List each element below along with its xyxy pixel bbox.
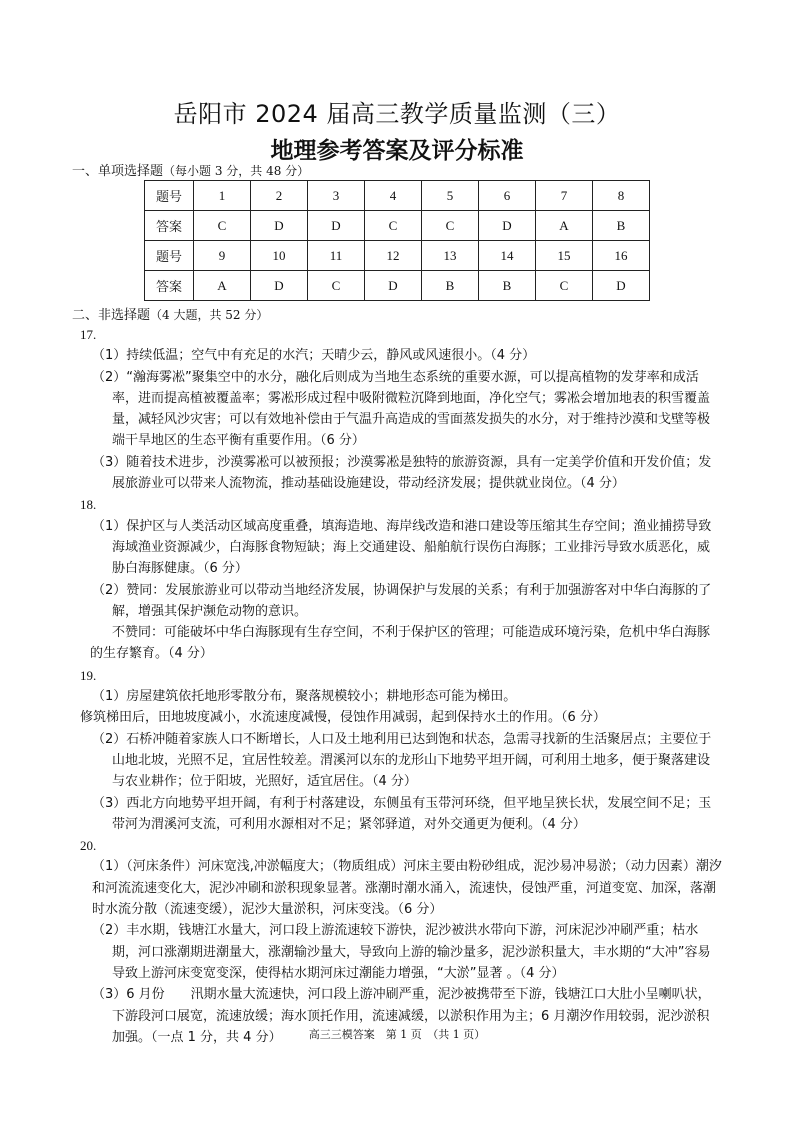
question-18-extra: 不赞同：可能破坏中华白海豚现有生存空间，不利于保护区的管理；可能造成环境污染，危机中华白海豚的生存繁育。（4 分） [90,625,711,662]
question-20-number: 20. [80,838,97,854]
part-label: （2） [92,731,127,747]
question-number: 3 [308,181,365,211]
question-19-part-3 [80,793,722,836]
document-title: 岳阳市 2024 届高三教学质量监测（三） [173,100,621,128]
section1-title: 一、单项选择题 [72,164,164,179]
part-text: 持续低温；空气中有充足的水汽；天晴少云，静风或风速很小。（4 分） [126,348,536,364]
question-number: 9 [194,241,251,271]
part-label: （1） [92,518,127,534]
row-label-answer: 答案 [145,271,194,301]
part-label: （1） [92,859,127,875]
question-20-part-1 [80,856,722,920]
part-text: （河床条件）河床宽浅,冲淤幅度大；（物质组成）河床主要由粉砂组成，泥沙易冲易淤；（动力因素）潮汐和河流流速变化大，泥沙冲刷和淤积现象显著。涨潮时潮水涌入，流速快，侵蚀严重，河道变宽、加深，落潮时水流分散（流速变缓），泥沙大量淤积，河床变浅。（6 分） [92,859,722,918]
answer-table [144,180,650,301]
question-number: 4 [365,181,422,211]
row-label-answer: 答案 [145,211,194,241]
question-18-part-1 [80,516,722,580]
question-number: 7 [536,181,593,211]
part-label: （3） [92,987,127,1003]
answer-cell: A [536,211,593,241]
question-number: 1 [194,181,251,211]
part-label: （2） [92,369,127,385]
question-19-extra: 修筑梯田后，田地坡度减小，水流速度减慢，侵蚀作用减弱，起到保持水土的作用。（6 分） [80,710,606,726]
section2-title: 二、非选择题 [72,308,151,323]
part-text: 赞同：发展旅游业可以带动当地经济发展，协调保护与发展的关系；有利于加强游客对中华白海豚的了解，增强其保护濒危动物的意识。 [112,582,712,619]
question-number: 11 [308,241,365,271]
part-label: （2） [92,923,127,939]
table-row-answers-1 [145,211,650,241]
part-text: 保护区与人类活动区域高度重叠，填海造地、海岸线改造和港口建设等压缩其生存空间；渔业捕捞导致海域渔业资源减少，白海豚食物短缺；海上交通建设、船舶航行误伤白海豚；工业排污导致水质恶化，威胁白海豚健康。（6 分） [112,518,712,577]
table-row-numbers-2 [145,241,650,271]
answer-cell: C [536,271,593,301]
question-19-part-1 [80,686,722,707]
part-label: （1） [92,689,127,705]
answer-cell: D [593,271,650,301]
section1-heading [72,160,309,179]
part-label: （3） [92,795,127,811]
row-label-number: 题号 [145,241,194,271]
part-text: 西北方向地势平坦开阔，有利于村落建设，东侧虽有玉带河环绕，但平地呈狭长状，发展空间不足；玉带河为渭溪河支流，可利用水源相对不足；紧邻驿道，对外交通更为便利。（4 分） [112,795,712,832]
question-18-part-2 [80,580,722,623]
question-number: 5 [422,181,479,211]
row-label-number: 题号 [145,181,194,211]
question-number: 13 [422,241,479,271]
question-17-number: 17. [80,327,97,342]
answer-cell: C [365,211,422,241]
question-17-part-3 [80,452,722,495]
answer-cell: D [251,211,308,241]
question-number: 16 [593,241,650,271]
question-number: 2 [251,181,308,211]
answer-cell: C [194,211,251,241]
question-17-part-2 [80,367,722,452]
section2-heading [72,304,268,323]
question-number: 14 [479,241,536,271]
answer-cell: D [479,211,536,241]
question-20-part-2 [80,920,722,984]
part-text: 6 月份 汛期水量大流速快，河口段上游冲刷严重，泥沙被携带至下游，钱塘江口大肚小呈喇叭状，下游段河口展宽，流速放缓；海水顶托作用，流速减缓，以淤积作用为主；6 月潮汐作用较弱，泥沙淤积加强。（一点 1 分，共 4 分） [112,987,711,1045]
answer-cell: B [479,271,536,301]
answer-body [80,324,722,1048]
answer-cell: D [365,271,422,301]
part-text: 石桥冲随着家族人口不断增长，人口及土地利用已达到饱和状态，急需寻找新的生活聚居点；主要位于山地北坡，光照不足，宜居性较差。渭溪河以东的龙形山下地势平坦开阔，可利用土地多，便于聚落建设与农业耕作；位于阳坡，光照好，适宜居住。（4 分） [112,731,712,790]
part-label: （3） [92,454,127,470]
section1-note: （每小题 3 分，共 48 分） [163,164,310,178]
question-number: 10 [251,241,308,271]
table-row-numbers-1 [145,181,650,211]
answer-cell: A [194,271,251,301]
question-18-number: 18. [80,497,97,513]
section2-note: （4 大题，共 52 分） [150,308,269,322]
part-label: （1） [92,348,127,364]
question-number: 12 [365,241,422,271]
part-text: “瀚海雾凇”聚集空中的水分，融化后则成为当地生态系统的重要水源，可以提高植物的发芽率和成活率，进而提高植被覆盖率；雾凇形成过程中吸附微粒沉降到地面，净化空气；雾凇会增加地表的积雪覆盖量，减轻风沙灾害；可以有效地补偿由于气温升高造成的雪面蒸发损失的水分，对于维持沙漠和戈壁等极端干旱地区的生态平衡有重要作用。（6 分） [112,369,711,449]
table-row-answers-2 [145,271,650,301]
part-text: 房屋建筑依托地形零散分布，聚落规模较小；耕地形态可能为梯田。 [126,689,517,705]
part-text: 随着技术进步，沙漠雾凇可以被预报；沙漠雾凇是独特的旅游资源，具有一定美学价值和开发价值；发展旅游业可以带来人流物流，推动基础设施建设，带动经济发展；提供就业岗位。（4 分） [112,454,712,492]
question-number: 8 [593,181,650,211]
answer-cell: D [251,271,308,301]
question-number: 15 [536,241,593,271]
answer-cell: B [593,211,650,241]
question-number: 6 [479,181,536,211]
answer-cell: C [422,211,479,241]
page-footer: 高三三模答案 第 1 页 （共 1 页） [308,1028,486,1041]
question-17-part-1 [80,345,722,366]
question-19-part-2 [80,729,722,793]
answer-cell: D [308,211,365,241]
answer-cell: C [308,271,365,301]
document-subtitle: 地理参考答案及评分标准 [270,138,524,164]
part-label: （2） [92,582,127,598]
question-19-number: 19. [80,667,97,683]
answer-cell: B [422,271,479,301]
part-text: 丰水期，钱塘江水量大，河口段上游流速较下游快，泥沙被洪水带向下游，河床泥沙冲刷严重；枯水期，河口涨潮期进潮量大，涨潮输沙量大，导致向上游的输沙量多，泥沙淤积量大，丰水期的“大冲”容易导致上游河床变宽变深，使得枯水期河床过潮能力增强，“大淤”显著 。（4 分） [112,923,711,981]
